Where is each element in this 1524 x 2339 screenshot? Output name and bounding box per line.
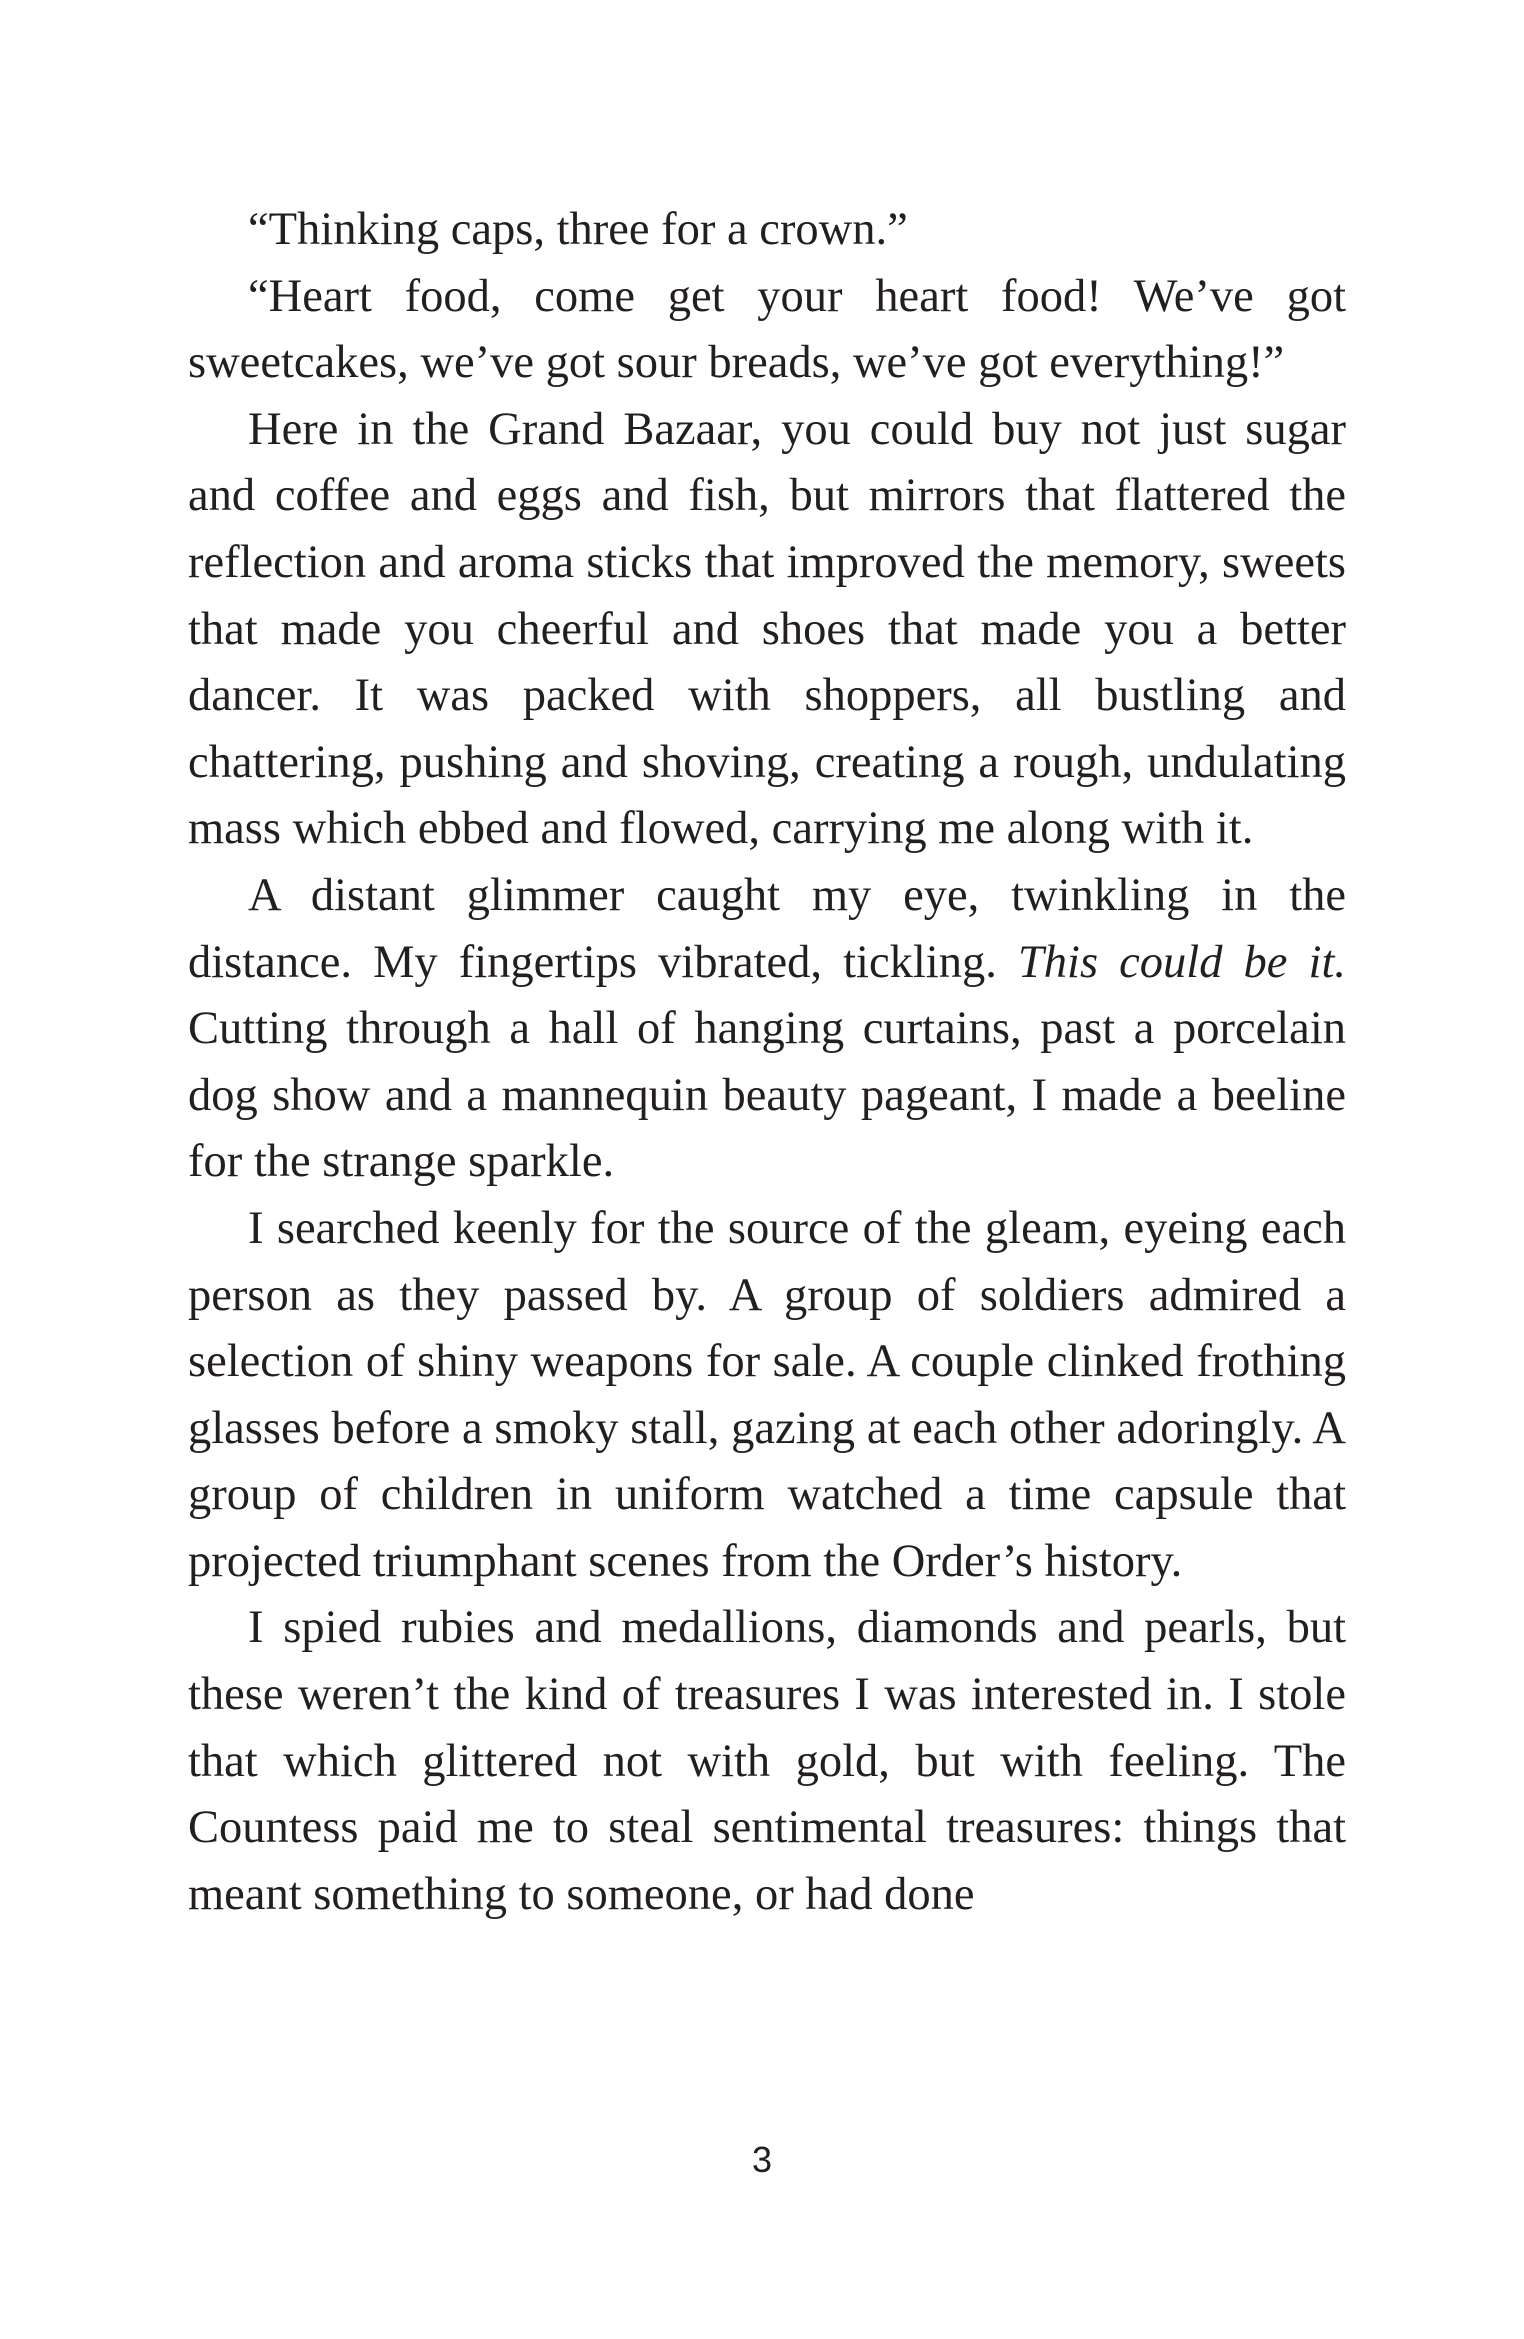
paragraph: I spied rubies and medallions, diamonds and pearls, but these weren’t the kind of treasures I was interested in. I stole that which glittered not with gold, but with feeling. The Countess paid me to steal sentimental treasures: things that meant something to someone, or had done xyxy=(188,1602,1346,1920)
paragraph: “Heart food, come get your heart food! We’ve got sweetcakes, we’ve got sour breads, we’ve got everything!” xyxy=(188,270,1346,389)
paragraph: I searched keenly for the source of the gleam, eyeing each person as they passed by. A group of soldiers admired a selection of shiny weapons for sale. A couple clinked frothing glasses before a smoky stall, gazing at each other adoringly. A group of children in uniform watched a time capsule that projected triumphant scenes from the Order’s history. xyxy=(188,1202,1346,1587)
paragraph: “Thinking caps, three for a crown.” xyxy=(248,204,908,255)
italic-text: This could be it. xyxy=(1017,936,1346,988)
page-number: 3 xyxy=(751,2139,773,2180)
paragraph: Here in the Grand Bazaar, you could buy not just sugar and coffee and eggs and fish, but mirrors that flattered the reflection and aroma sticks that improved the memory, sweets that made you cheerful and shoes that made you a better dancer. It was packed with shoppers, all bustling and chattering, pushing and shoving, creating a rough, undulating mass which ebbed and flowed, carrying me along with it. xyxy=(188,403,1346,855)
page-body-text xyxy=(188,197,1346,1928)
text-run: A distant glimmer caught my eye, twinkling in the distance. My fingertips vibrated, tickling. xyxy=(188,869,1346,988)
text-run: Cutting through a hall of hanging curtains, past a porcelain dog show and a mannequin beauty pageant, I made a beeline for the strange sparkle. xyxy=(188,1003,1346,1188)
paragraph xyxy=(188,863,1346,1196)
